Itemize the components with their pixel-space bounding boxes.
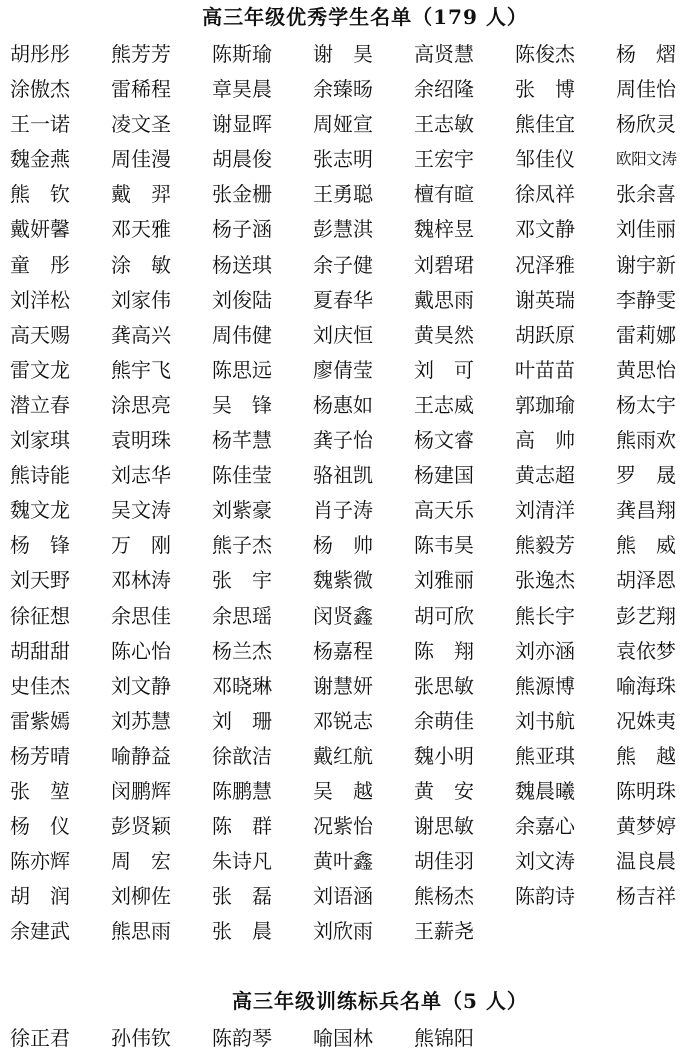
student-name: 郭珈瑜 (515, 392, 575, 417)
training-models-list (10, 1021, 700, 1056)
student-name: 杨芊慧 (212, 428, 272, 453)
student-name: 黄昊然 (414, 322, 474, 347)
student-name: 龚昌翔 (616, 498, 676, 523)
student-name: 陈俊杰 (515, 42, 575, 66)
student-name: 高贤慧 (414, 42, 474, 66)
student-name: 熊源博 (515, 673, 575, 698)
student-name: 张 磊 (212, 884, 272, 909)
student-name: 王薪尧 (414, 919, 474, 944)
student-name: 邹佳仪 (515, 147, 575, 172)
student-name: 刘文涛 (515, 849, 575, 874)
student-name: 刘洋松 (10, 287, 70, 312)
student-name: 邓文静 (515, 217, 575, 242)
student-name: 肖子涛 (313, 498, 373, 523)
student-name: 黄志超 (515, 463, 575, 488)
student-name: 黄梦婷 (616, 814, 676, 839)
student-name: 徐正君 (10, 1026, 70, 1050)
student-name: 李静雯 (616, 287, 676, 312)
student-name: 万 刚 (111, 533, 171, 558)
student-name: 涂 敏 (111, 252, 171, 277)
student-name: 胡佳羽 (414, 849, 474, 874)
student-name: 杨 帅 (313, 533, 373, 558)
student-name: 刘碧珺 (414, 252, 474, 277)
student-name: 袁明珠 (111, 428, 171, 453)
student-name: 朱诗凡 (212, 849, 272, 874)
student-name: 刘书航 (515, 708, 575, 733)
student-name: 罗 晟 (616, 463, 676, 488)
student-name: 史佳杰 (10, 673, 70, 698)
student-name: 温良晨 (616, 849, 676, 874)
student-name: 张思敏 (414, 673, 474, 698)
student-name: 胡跃原 (515, 322, 575, 347)
student-name: 徐征想 (10, 603, 70, 628)
student-name: 廖倩莹 (313, 357, 373, 382)
student-name: 胡 润 (10, 884, 70, 909)
student-name: 刘俊陆 (212, 287, 272, 312)
student-name: 刘家琪 (10, 428, 70, 453)
student-name: 魏金燕 (10, 147, 70, 172)
student-name: 戴红航 (313, 743, 373, 768)
student-name: 张 堃 (10, 778, 70, 803)
student-name: 胡甜甜 (10, 638, 70, 663)
student-name: 胡可欣 (414, 603, 474, 628)
student-name: 陈韵琴 (212, 1026, 272, 1050)
student-name: 戴 羿 (111, 182, 171, 207)
student-name: 余子健 (313, 252, 373, 277)
student-name: 张 宇 (212, 568, 272, 593)
student-name: 刘天野 (10, 568, 70, 593)
student-name: 涂思亮 (111, 392, 171, 417)
student-name: 熊雨欢 (616, 428, 676, 453)
student-name: 杨兰杰 (212, 638, 272, 663)
student-name: 况泽雅 (515, 252, 575, 277)
student-name: 戴思雨 (414, 287, 474, 312)
student-name: 熊锦阳 (414, 1026, 474, 1050)
student-name: 杨惠如 (313, 392, 373, 417)
student-name: 刘柳佐 (111, 884, 171, 909)
student-name: 潜立春 (10, 392, 70, 417)
student-name: 高天赐 (10, 322, 70, 347)
student-name: 喻海珠 (616, 673, 676, 698)
student-name: 陈鹏慧 (212, 778, 272, 803)
student-name: 刘佳丽 (616, 217, 676, 242)
student-name: 陈韦昊 (414, 533, 474, 558)
student-name: 张志明 (313, 147, 373, 172)
student-name: 黄思怡 (616, 357, 676, 382)
student-name: 刘语涵 (313, 884, 373, 909)
student-name: 熊 钦 (10, 182, 70, 207)
student-name: 胡泽恩 (616, 568, 676, 593)
student-name: 刘紫豪 (212, 498, 272, 523)
student-name: 魏小明 (414, 743, 474, 768)
student-name: 彭艺翔 (616, 603, 676, 628)
student-name: 刘苏慧 (111, 708, 171, 733)
student-name: 杨嘉程 (313, 638, 373, 663)
student-name: 魏紫微 (313, 568, 373, 593)
student-name: 雷文龙 (10, 357, 70, 382)
student-name: 戴妍馨 (10, 217, 70, 242)
student-name: 熊诗能 (10, 463, 70, 488)
training-models-title: 高三年级训练标兵名单（5 人） (232, 989, 528, 1013)
student-name: 吴 锋 (212, 392, 272, 417)
student-name: 余嘉心 (515, 814, 575, 839)
student-name: 杨 锋 (10, 533, 70, 558)
student-name: 张金栅 (212, 182, 272, 207)
student-name: 邓锐志 (313, 708, 373, 733)
student-name: 雷稀程 (111, 77, 171, 102)
student-name: 余绍隆 (414, 77, 474, 102)
student-name: 魏梓昱 (414, 217, 474, 242)
student-name: 徐歆洁 (212, 743, 272, 768)
student-name: 邓天雅 (111, 217, 171, 242)
student-name: 熊 威 (616, 533, 676, 558)
student-name: 陈斯瑜 (212, 42, 272, 66)
student-name: 魏晨曦 (515, 778, 575, 803)
student-name: 熊亚琪 (515, 743, 575, 768)
student-name: 刘亦涵 (515, 638, 575, 663)
student-name: 龚高兴 (111, 322, 171, 347)
student-name: 陈佳莹 (212, 463, 272, 488)
student-name: 熊杨杰 (414, 884, 474, 909)
student-name: 邓林涛 (111, 568, 171, 593)
student-name: 杨太宇 (616, 392, 676, 417)
student-name: 黄叶鑫 (313, 849, 373, 874)
student-name: 谢显晖 (212, 112, 272, 137)
student-name: 杨 熠 (616, 42, 676, 66)
student-name: 龚子怡 (313, 428, 373, 453)
student-name: 徐凤祥 (515, 182, 575, 207)
excellent-students-title: 高三年级优秀学生名单（179 人） (202, 5, 528, 29)
student-name: 周 宏 (111, 849, 171, 874)
student-name: 陈亦辉 (10, 849, 70, 874)
student-name: 高 帅 (515, 428, 575, 453)
student-name: 檀有暄 (414, 182, 474, 207)
student-name: 刘清洋 (515, 498, 575, 523)
student-name: 孙伟钦 (111, 1026, 171, 1050)
student-name: 喻国林 (313, 1026, 373, 1050)
student-name: 闵鹏辉 (111, 778, 171, 803)
student-name: 刘欣雨 (313, 919, 373, 944)
student-name: 谢 昊 (313, 42, 373, 66)
student-name: 杨芳晴 (10, 743, 70, 768)
student-name: 彭慧淇 (313, 217, 373, 242)
student-name: 闵贤鑫 (313, 603, 373, 628)
student-name: 张余喜 (616, 182, 676, 207)
student-name: 刘 珊 (212, 708, 272, 733)
student-name: 邓晓琳 (212, 673, 272, 698)
student-name: 胡彤彤 (10, 42, 70, 66)
student-name: 黄 安 (414, 778, 474, 803)
student-name: 夏春华 (313, 287, 373, 312)
student-name: 张逸杰 (515, 568, 575, 593)
student-name: 刘庆恒 (313, 322, 373, 347)
student-name: 谢英瑞 (515, 287, 575, 312)
student-name: 周娅宣 (313, 112, 373, 137)
student-name: 陈心怡 (111, 638, 171, 663)
student-name: 彭贤颖 (111, 814, 171, 839)
student-name: 刘雅丽 (414, 568, 474, 593)
student-name: 杨文睿 (414, 428, 474, 453)
student-name: 杨吉祥 (616, 884, 676, 909)
student-name: 余臻旸 (313, 77, 373, 102)
student-name: 况姝夷 (616, 708, 676, 733)
student-name: 魏文龙 (10, 498, 70, 523)
student-name: 刘文静 (111, 673, 171, 698)
student-name: 余思瑶 (212, 603, 272, 628)
student-name: 杨送琪 (212, 252, 272, 277)
student-name: 杨子涵 (212, 217, 272, 242)
student-name: 杨欣灵 (616, 112, 676, 137)
student-name: 章昊晨 (212, 77, 272, 102)
student-name: 袁依梦 (616, 638, 676, 663)
student-name: 吴 越 (313, 778, 373, 803)
student-name: 涂傲杰 (10, 77, 70, 102)
student-name: 熊芳芳 (111, 42, 171, 66)
student-name: 欧阳文涛 (616, 150, 677, 169)
student-name: 周佳怡 (616, 77, 676, 102)
student-name: 吴文涛 (111, 498, 171, 523)
student-name: 童 彤 (10, 252, 70, 277)
student-name: 张 晨 (212, 919, 272, 944)
student-name: 喻静益 (111, 743, 171, 768)
student-name: 谢慧妍 (313, 673, 373, 698)
student-name: 杨建国 (414, 463, 474, 488)
student-name: 熊 越 (616, 743, 676, 768)
student-name: 熊长宇 (515, 603, 575, 628)
student-name: 高天乐 (414, 498, 474, 523)
student-name: 张 博 (515, 77, 575, 102)
student-name: 谢宇新 (616, 252, 676, 277)
student-name: 胡晨俊 (212, 147, 272, 172)
student-name: 熊思雨 (111, 919, 171, 944)
student-name: 刘家伟 (111, 287, 171, 312)
student-name: 熊毅芳 (515, 533, 575, 558)
student-name: 王一诺 (10, 112, 70, 137)
student-name: 陈 群 (212, 814, 272, 839)
student-name: 熊宇飞 (111, 357, 171, 382)
student-name: 况紫怡 (313, 814, 373, 839)
excellent-students-list (10, 37, 700, 949)
student-name: 刘 可 (414, 357, 474, 382)
student-name: 骆祖凯 (313, 463, 373, 488)
student-name: 陈思远 (212, 357, 272, 382)
student-name: 熊佳宜 (515, 112, 575, 137)
student-name: 周伟健 (212, 322, 272, 347)
student-name: 余思佳 (111, 603, 171, 628)
student-name: 杨 仪 (10, 814, 70, 839)
student-name: 熊子杰 (212, 533, 272, 558)
student-name: 刘志华 (111, 463, 171, 488)
student-name: 谢思敏 (414, 814, 474, 839)
student-name: 雷莉娜 (616, 322, 676, 347)
student-name: 王志敏 (414, 112, 474, 137)
student-name: 周佳漫 (111, 147, 171, 172)
student-name: 王勇聪 (313, 182, 373, 207)
student-name: 王宏宇 (414, 147, 474, 172)
student-name: 陈 翔 (414, 638, 474, 663)
student-name: 叶苗苗 (515, 357, 575, 382)
student-name: 陈韵诗 (515, 884, 575, 909)
student-name: 余萌佳 (414, 708, 474, 733)
student-name: 余建武 (10, 919, 70, 944)
student-name: 陈明珠 (616, 778, 676, 803)
student-name: 凌文圣 (111, 112, 171, 137)
student-name: 雷紫嫣 (10, 708, 70, 733)
student-name: 王志威 (414, 392, 474, 417)
